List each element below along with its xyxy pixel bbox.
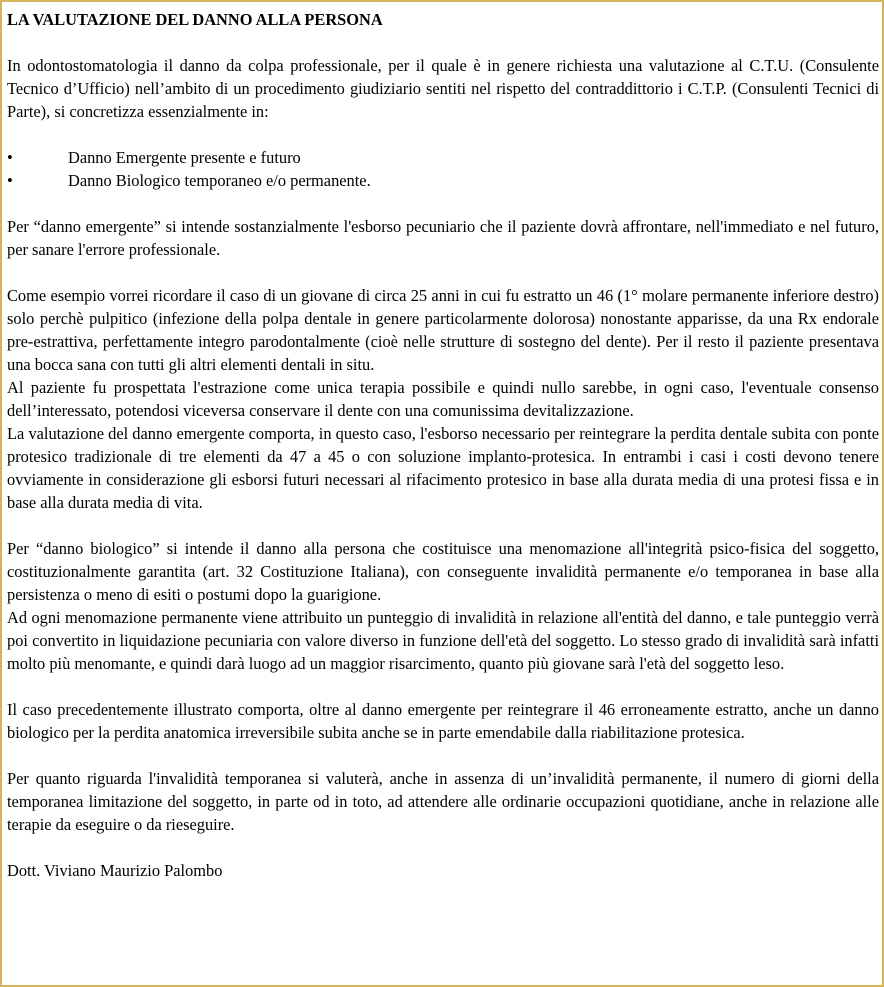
author-signature: Dott. Viviano Maurizio Palombo <box>7 861 223 880</box>
document-title: LA VALUTAZIONE DEL DANNO ALLA PERSONA <box>7 10 383 29</box>
list-item-text: Danno Emergente presente e futuro <box>68 148 301 167</box>
case-conclusion-paragraph: Il caso precedentemente illustrato comporta, oltre al danno emergente per reintegrare il 46 erroneamente estratto, anche un danno biologico per la perdita anatomica irreversibile subita anche se in parte emendabile dalla riabilitazione protesica. <box>7 700 879 742</box>
document-body <box>7 8 879 882</box>
damage-types-list <box>7 146 879 192</box>
list-item-text: Danno Biologico temporaneo e/o permanente. <box>68 171 371 190</box>
bullet-icon: • <box>7 148 13 167</box>
danno-biologico-definition: Per “danno biologico” si intende il danno alla persona che costituisce una menomazione all'integrità psico-fisica del soggetto, costituzionalmente garantita (art. 32 Costituzione Italiana), con conseguente invalidità permanente e/o temporanea in base alla persistenza o meno di esiti o postumi dopo la guarigione. <box>7 539 879 604</box>
intro-paragraph: In odontostomatologia il danno da colpa professionale, per il quale è in genere richiesta una valutazione al C.T.U. (Consulente Tecnico d’Ufficio) nell’ambito di un procedimento giudiziario sentiti nel rispetto del contraddittorio i C.T.P. (Consulenti Tecnici di Parte), si concretizza essenzialmente in: <box>7 56 879 121</box>
danno-emergente-definition: Per “danno emergente” si intende sostanzialmente l'esborso pecuniario che il paziente dovrà affrontare, nell'immediato e nel futuro, per sanare l'errore professionale. <box>7 217 879 259</box>
extraction-proposal-paragraph: Al paziente fu prospettata l'estrazione come unica terapia possibile e quindi nullo sarebbe, in ogni caso, l'eventuale consenso dell’interessato, potendosi viceversa conservare il dente con una comunissima devitalizzazione. <box>7 378 879 420</box>
list-item <box>7 146 879 169</box>
damage-evaluation-paragraph: La valutazione del danno emergente comporta, in questo caso, l'esborso necessario per reintegrare la perdita dentale subita con ponte protesico tradizionale di tre elementi da 47 a 45 o con soluzione implanto-protesica. In entrambi i casi i costi devono tenere ovviamente in considerazione gli esborsi futuri necessari al rifacimento protesico in base alla durata media di una protesi fissa e in base alla durata media di vita. <box>7 424 879 512</box>
temporary-invalidity-paragraph: Per quanto riguarda l'invalidità temporanea si valuterà, anche in assenza di un’invalidità permanente, il numero di giorni della temporanea limitazione del soggetto, in parte od in toto, ad attendere alle ordinarie occupazioni quotidiane, anche in relazione alle terapie da eseguire o da rieseguire. <box>7 769 879 834</box>
case-example-paragraph: Come esempio vorrei ricordare il caso di un giovane di circa 25 anni in cui fu estratto un 46 (1° molare permanente inferiore destro) solo perchè pulpitico (infezione della polpa dentale in genere particolarmente dolorosa) nonostante apparisse, da una Rx endorale pre-estrattiva, perfettamente integro parodontalmente (cioè nelle strutture di sostegno del dente). Per il resto il paziente presentava una bocca sana con tutti gli altri elementi dentali in situ. <box>7 286 879 374</box>
bullet-icon: • <box>7 171 13 190</box>
list-item <box>7 169 879 192</box>
invalidity-scoring-paragraph: Ad ogni menomazione permanente viene attribuito un punteggio di invalidità in relazione all'entità del danno, e tale punteggio verrà poi convertito in liquidazione pecuniaria con valore diverso in funzione dell'età del soggetto. Lo stesso grado di invalidità sarà infatti molto più menomante, e quindi darà luogo ad un maggior risarcimento, quanto più giovane sarà l'età del soggetto leso. <box>7 608 879 673</box>
